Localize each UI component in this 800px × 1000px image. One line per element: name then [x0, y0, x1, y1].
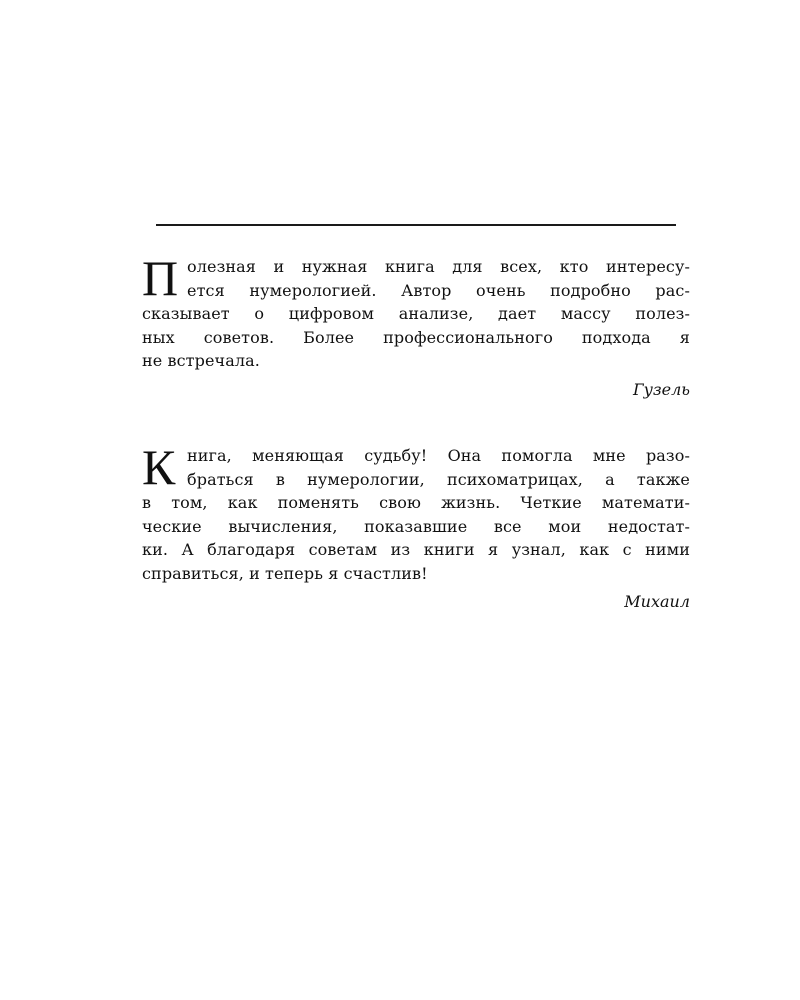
review-text-line: олезная и нужная книга для всех, кто интересу-: [187, 257, 690, 276]
review-author: Гузель: [633, 379, 690, 399]
review-text-line: ных советов. Более профессионального подхода я: [142, 327, 690, 347]
review-text-line: справиться, и теперь я счастлив!: [142, 563, 428, 583]
review-author: Михаил: [624, 592, 690, 611]
review-text-line: ки. А благодаря советам из книги я узнал, как с ними: [142, 540, 690, 559]
review-text-line: в том, как поменять свою жизнь. Четкие математи-: [142, 493, 690, 512]
top-divider-line: [156, 224, 676, 226]
drop-cap-letter: П: [142, 250, 179, 306]
review-mikhail: [142, 439, 690, 614]
review-text-line: не встречала.: [142, 351, 260, 370]
review-text-line: ется нумерологией. Автор очень подробно рас-: [187, 280, 690, 300]
drop-cap-letter: К: [142, 439, 176, 495]
review-guzel: [142, 250, 690, 401]
review-text-line: браться в нумерологии, психоматрицах, а также: [187, 469, 690, 489]
review-text-line: ческие вычисления, показавшие все мои недостат-: [142, 516, 690, 536]
review-text-line: сказывает о цифровом анализе, дает массу полез-: [142, 304, 690, 323]
review-text-line: нига, меняющая судьбу! Она помогла мне разо-: [187, 446, 690, 465]
